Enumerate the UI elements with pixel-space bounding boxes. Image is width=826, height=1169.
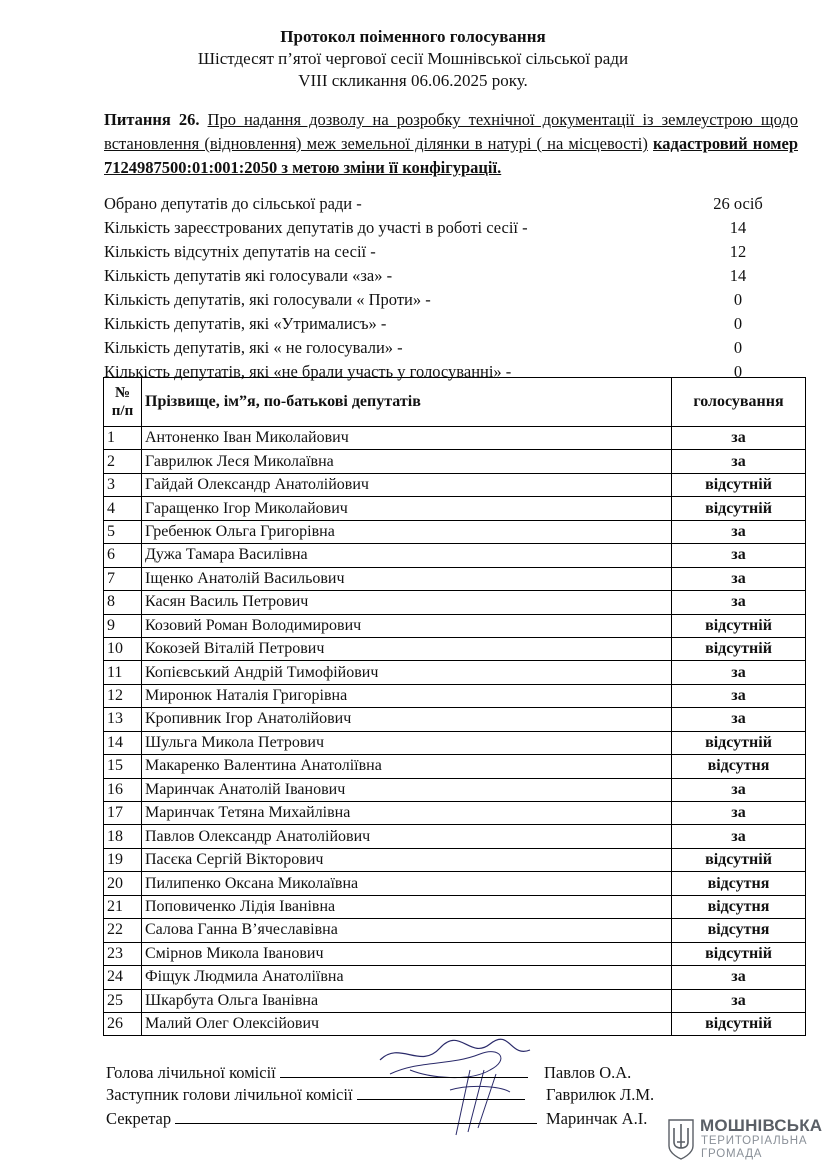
row-number: 19 — [104, 848, 142, 871]
question-block — [104, 108, 798, 180]
row-number: 9 — [104, 614, 142, 637]
table-row — [104, 684, 806, 707]
row-number: 16 — [104, 778, 142, 801]
table-row — [104, 473, 806, 496]
row-number: 25 — [104, 989, 142, 1012]
deputy-name: Касян Василь Петрович — [142, 591, 672, 614]
table-row — [104, 942, 806, 965]
community-logo — [668, 1116, 823, 1164]
deputy-name: Салова Ганна В’ячеславівна — [142, 919, 672, 942]
logo-line-1: МОШНІВСЬКА — [700, 1116, 823, 1135]
row-number: 5 — [104, 520, 142, 543]
table-body — [104, 427, 806, 1036]
stat-value: 0 — [733, 362, 743, 381]
column-header-number: № п/п — [104, 378, 142, 427]
table-row — [104, 427, 806, 450]
table-row — [104, 872, 806, 895]
table-row — [104, 919, 806, 942]
stat-label: Кількість депутатів, які «не брали участь у голосуванні» - — [104, 362, 512, 381]
stat-row — [104, 312, 804, 336]
vote-result: відсутній — [672, 848, 806, 871]
logo-line-2: ТЕРИТОРІАЛЬНА — [701, 1135, 808, 1147]
vote-result: відсутня — [672, 895, 806, 918]
row-number: 10 — [104, 637, 142, 660]
table-row — [104, 895, 806, 918]
deputy-name: Шкарбута Ольга Іванівна — [142, 989, 672, 1012]
table-header-row — [104, 378, 806, 427]
stat-value: 12 — [729, 242, 747, 261]
stat-label: Кількість відсутніх депутатів на сесії - — [104, 242, 376, 261]
table-row — [104, 825, 806, 848]
deputy-name: Малий Олег Олексійович — [142, 1012, 672, 1035]
vote-result: відсутня — [672, 755, 806, 778]
document-title: Протокол поіменного голосування — [280, 27, 546, 46]
vote-result: відсутня — [672, 872, 806, 895]
deputy-name: Кокозей Віталій Петрович — [142, 637, 672, 660]
table-row — [104, 966, 806, 989]
stat-value: 14 — [729, 218, 747, 237]
table-row — [104, 802, 806, 825]
convocation-line: VIII скликання 06.06.2025 року. — [298, 71, 528, 90]
row-number: 23 — [104, 942, 142, 965]
deputy-name: Пилипенко Оксана Миколаївна — [142, 872, 672, 895]
stat-row — [104, 264, 804, 288]
deputy-name: Маринчак Анатолій Іванович — [142, 778, 672, 801]
row-number: 22 — [104, 919, 142, 942]
row-number: 20 — [104, 872, 142, 895]
signature-line — [280, 1063, 528, 1078]
row-number: 13 — [104, 708, 142, 731]
stat-value: 0 — [733, 314, 743, 333]
row-number: 3 — [104, 473, 142, 496]
signature-name: Маринчак А.І. — [546, 1109, 648, 1128]
stat-value: 26 осіб — [713, 194, 763, 213]
table-row — [104, 497, 806, 520]
row-number: 11 — [104, 661, 142, 684]
vote-result: відсутній — [672, 497, 806, 520]
vote-result: за — [672, 567, 806, 590]
vote-result: відсутня — [672, 919, 806, 942]
deputy-name: Смірнов Микола Іванович — [142, 942, 672, 965]
vote-result: відсутній — [672, 614, 806, 637]
row-number: 1 — [104, 427, 142, 450]
table-row — [104, 778, 806, 801]
stat-row — [104, 288, 804, 312]
vote-result: за — [672, 591, 806, 614]
deputy-name: Дужа Тамара Василівна — [142, 544, 672, 567]
table-row — [104, 450, 806, 473]
deputy-name: Копієвський Андрій Тимофійович — [142, 661, 672, 684]
row-number: 7 — [104, 567, 142, 590]
stat-label: Кількість депутатів, які голосували « Проти» - — [104, 290, 431, 309]
deputy-name: Гаврилюк Леся Миколаївна — [142, 450, 672, 473]
column-header-vote: голосування — [672, 378, 806, 427]
stat-label: Кількість депутатів які голосували «за» - — [104, 266, 393, 285]
deputy-name: Гайдай Олександр Анатолійович — [142, 473, 672, 496]
deputy-name: Фіщук Людмила Анатоліївна — [142, 966, 672, 989]
deputy-name: Шульга Микола Петрович — [142, 731, 672, 754]
logo-line-3: ГРОМАДА — [701, 1148, 763, 1160]
session-line: Шістдесят п’ятої чергової сесії Мошнівської сільської ради — [197, 49, 629, 68]
vote-result: за — [672, 825, 806, 848]
vote-statistics — [104, 192, 804, 384]
stat-label: Кількість депутатів, які « не голосували» - — [104, 338, 403, 357]
table-row — [104, 591, 806, 614]
table-row — [104, 520, 806, 543]
row-number: 18 — [104, 825, 142, 848]
vote-result: за — [672, 778, 806, 801]
question-label: Питання 26. — [104, 110, 200, 129]
table-row — [104, 708, 806, 731]
row-number: 4 — [104, 497, 142, 520]
row-number: 24 — [104, 966, 142, 989]
deputy-name: Пасєка Сергій Вікторович — [142, 848, 672, 871]
table-row — [104, 637, 806, 660]
table-row — [104, 755, 806, 778]
table-row — [104, 848, 806, 871]
deputy-name: Козовий Роман Володимирович — [142, 614, 672, 637]
vote-result: відсутній — [672, 473, 806, 496]
signature-name: Павлов О.А. — [544, 1063, 632, 1082]
vote-result: відсутній — [672, 1012, 806, 1035]
signature-line — [357, 1085, 525, 1100]
vote-result: за — [672, 450, 806, 473]
vote-result: за — [672, 684, 806, 707]
deputy-name: Кропивник Ігор Анатолійович — [142, 708, 672, 731]
vote-result: відсутній — [672, 637, 806, 660]
vote-result: за — [672, 520, 806, 543]
row-number: 12 — [104, 684, 142, 707]
deputy-name: Маринчак Тетяна Михайлівна — [142, 802, 672, 825]
row-number: 17 — [104, 802, 142, 825]
signature-role: Заступник голови лічильної комісії — [106, 1085, 353, 1104]
signature-name: Гаврилюк Л.М. — [546, 1085, 655, 1104]
signature-row — [106, 1084, 706, 1106]
table-row — [104, 544, 806, 567]
question-text: Про надання дозволу на розробку технічної документації із землеустрою щодо встановлення (відновлення) меж земельної ділянки в натурі ( на місцевості) — [104, 110, 798, 153]
deputy-name: Антоненко Іван Миколайович — [142, 427, 672, 450]
vote-result: за — [672, 802, 806, 825]
deputy-name: Макаренко Валентина Анатоліївна — [142, 755, 672, 778]
row-number: 14 — [104, 731, 142, 754]
signature-line — [175, 1109, 537, 1124]
stat-value: 14 — [729, 266, 747, 285]
vote-result: за — [672, 661, 806, 684]
deputy-name: Поповиченко Лідія Іванівна — [142, 895, 672, 918]
signature-role: Секретар — [106, 1109, 172, 1128]
deputy-name: Гребенюк Ольга Григорівна — [142, 520, 672, 543]
stat-label: Кількість депутатів, які «Утрималисъ» - — [104, 314, 387, 333]
row-number: 21 — [104, 895, 142, 918]
row-number: 2 — [104, 450, 142, 473]
row-number: 26 — [104, 1012, 142, 1035]
vote-result: за — [672, 708, 806, 731]
deputy-name: Іщенко Анатолій Васильович — [142, 567, 672, 590]
vote-result: за — [672, 966, 806, 989]
table-row — [104, 731, 806, 754]
row-number: 6 — [104, 544, 142, 567]
row-number: 8 — [104, 591, 142, 614]
column-header-name: Прізвище, ім”я, по-батькові депутатів — [142, 378, 672, 427]
table-row — [104, 661, 806, 684]
trident-icon — [668, 1118, 694, 1160]
stat-label: Обрано депутатів до сільської ради - — [104, 194, 362, 213]
row-number: 15 — [104, 755, 142, 778]
deputy-name: Павлов Олександр Анатолійович — [142, 825, 672, 848]
deputy-name: Гаращенко Ігор Миколайович — [142, 497, 672, 520]
vote-result: відсутній — [672, 942, 806, 965]
table-row — [104, 567, 806, 590]
deputy-name: Миронюк Наталія Григорівна — [142, 684, 672, 707]
vote-result: відсутній — [672, 731, 806, 754]
signature-row — [106, 1062, 706, 1084]
stat-row — [104, 336, 804, 360]
signature-role: Голова лічильної комісії — [106, 1063, 276, 1082]
stat-row — [104, 216, 804, 240]
roll-call-table — [103, 377, 806, 1036]
vote-result: за — [672, 989, 806, 1012]
stat-row — [104, 240, 804, 264]
stat-row — [104, 192, 804, 216]
table-row — [104, 989, 806, 1012]
table-row — [104, 614, 806, 637]
stat-value: 0 — [733, 290, 743, 309]
vote-result: за — [672, 427, 806, 450]
signature-row — [106, 1108, 706, 1130]
question-text-continued: кадастровий номер 7124987500:01:001:2050 з метою зміни її конфігурації. — [104, 134, 798, 177]
stat-label: Кількість зареєстрованих депутатів до участі в роботі сесії - — [104, 218, 528, 237]
stat-value: 0 — [733, 338, 743, 357]
vote-result: за — [672, 544, 806, 567]
